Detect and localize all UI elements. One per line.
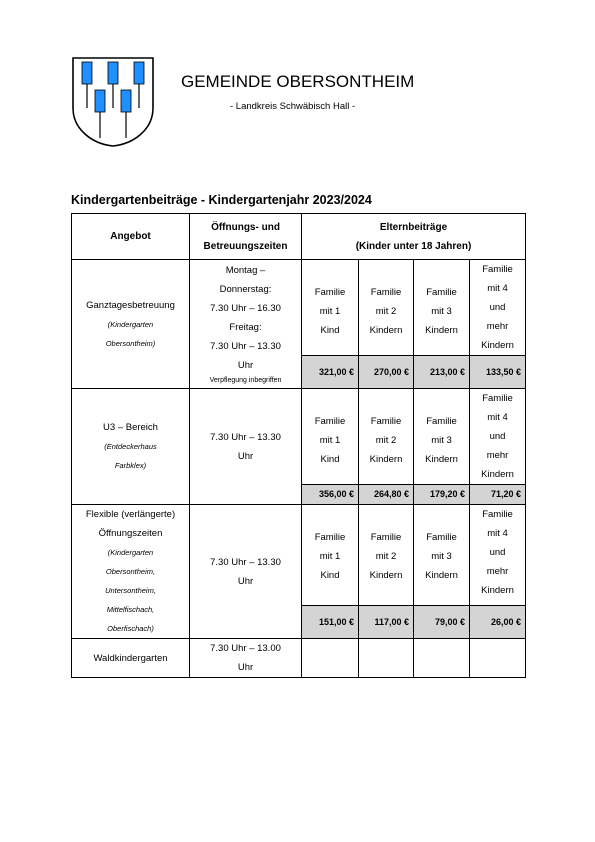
table-row xyxy=(72,505,526,606)
times-line: Freitag: xyxy=(229,322,262,333)
empty-cell xyxy=(414,639,470,678)
meal-note: Verpflegung inbegriffen xyxy=(209,377,282,384)
family-1-label: Familie mit 1 Kind xyxy=(302,389,359,485)
offer-location: (Kindergarten xyxy=(107,548,154,557)
family-4-label: Familie mit 4 und mehr Kindern xyxy=(470,260,526,356)
table-row xyxy=(72,389,526,485)
times-line: 7.30 Uhr – 13.00 xyxy=(210,643,281,654)
price-family-4: 26,00 € xyxy=(470,606,526,639)
times-cell xyxy=(190,505,302,639)
fee-table xyxy=(71,213,526,678)
price-family-1: 321,00 € xyxy=(302,356,359,389)
table-row xyxy=(72,639,526,678)
offer-name: Flexible (verlängerte) xyxy=(85,509,176,520)
table-header-row xyxy=(72,214,526,260)
offer-location: Obersontheim) xyxy=(105,338,156,348)
header-zeiten xyxy=(190,214,302,260)
empty-cell xyxy=(470,639,526,678)
family-4-label: Familie mit 4 und mehr Kindern xyxy=(470,505,526,606)
times-line: Uhr xyxy=(237,450,254,462)
offer-cell xyxy=(72,505,190,639)
price-family-4: 133,50 € xyxy=(470,356,526,389)
district-subtitle: - Landkreis Schwäbisch Hall - xyxy=(230,101,356,112)
offer-cell xyxy=(72,389,190,505)
document-heading: Kindergartenbeiträge - Kindergartenjahr 2023/2024 xyxy=(71,193,372,207)
header-eltern-line2: (Kinder unter 18 Jahren) xyxy=(355,240,472,252)
offer-location: Oberfischach) xyxy=(107,624,154,633)
offer-name: Öffnungszeiten xyxy=(98,528,163,539)
empty-cell xyxy=(359,639,414,678)
times-line: Uhr xyxy=(237,360,254,371)
offer-location: Farbklex) xyxy=(114,461,147,470)
times-line: Uhr xyxy=(237,575,254,587)
family-2-label: Familie mit 2 Kindern xyxy=(359,260,414,356)
header-zeiten-line2: Betreuungszeiten xyxy=(203,240,288,252)
offer-location: (Entdeckerhaus xyxy=(104,442,157,451)
times-line: 7.30 Uhr – 13.30 xyxy=(210,341,281,352)
family-3-label: Familie mit 3 Kindern xyxy=(414,260,470,356)
price-family-3: 179,20 € xyxy=(414,485,470,505)
price-family-3: 79,00 € xyxy=(414,606,470,639)
times-cell xyxy=(190,639,302,678)
times-cell xyxy=(190,260,302,389)
offer-location: Untersontheim, xyxy=(105,586,156,595)
offer-name: Waldkindergarten xyxy=(72,639,190,678)
family-3-label: Familie mit 3 Kindern xyxy=(414,389,470,485)
family-4-label: Familie mit 4 und mehr Kindern xyxy=(470,389,526,485)
table-row xyxy=(72,260,526,356)
price-family-2: 264,80 € xyxy=(359,485,414,505)
price-family-1: 356,00 € xyxy=(302,485,359,505)
municipal-crest-icon xyxy=(71,56,155,148)
header-angebot: Angebot xyxy=(72,214,190,260)
empty-cell xyxy=(302,639,359,678)
family-1-label: Familie mit 1 Kind xyxy=(302,260,359,356)
price-family-1: 151,00 € xyxy=(302,606,359,639)
times-line: Donnerstag: xyxy=(219,284,272,295)
offer-location: Mittelfischach, xyxy=(106,605,155,614)
times-cell xyxy=(190,389,302,505)
offer-name: Ganztagesbetreuung xyxy=(86,299,175,311)
price-family-2: 117,00 € xyxy=(359,606,414,639)
offer-location: Obersontheim, xyxy=(105,567,156,576)
header-elternbeitraege xyxy=(302,214,526,260)
offer-location: (Kindergarten xyxy=(107,319,154,329)
family-3-label: Familie mit 3 Kindern xyxy=(414,505,470,606)
times-line: Montag – xyxy=(225,265,266,276)
times-line: 7.30 Uhr – 16.30 xyxy=(210,303,281,314)
header-eltern-line1: Elternbeiträge xyxy=(379,221,448,233)
municipality-title: GEMEINDE OBERSONTHEIM xyxy=(181,72,415,91)
price-family-3: 213,00 € xyxy=(414,356,470,389)
price-family-2: 270,00 € xyxy=(359,356,414,389)
price-family-4: 71,20 € xyxy=(470,485,526,505)
offer-cell xyxy=(72,260,190,389)
times-line: 7.30 Uhr – 13.30 xyxy=(210,431,281,443)
family-1-label: Familie mit 1 Kind xyxy=(302,505,359,606)
family-2-label: Familie mit 2 Kindern xyxy=(359,389,414,485)
times-line: 7.30 Uhr – 13.30 xyxy=(210,556,281,568)
offer-name: U3 – Bereich xyxy=(103,422,158,433)
header-zeiten-line1: Öffnungs- und xyxy=(211,221,280,233)
family-2-label: Familie mit 2 Kindern xyxy=(359,505,414,606)
times-line: Uhr xyxy=(237,662,254,673)
